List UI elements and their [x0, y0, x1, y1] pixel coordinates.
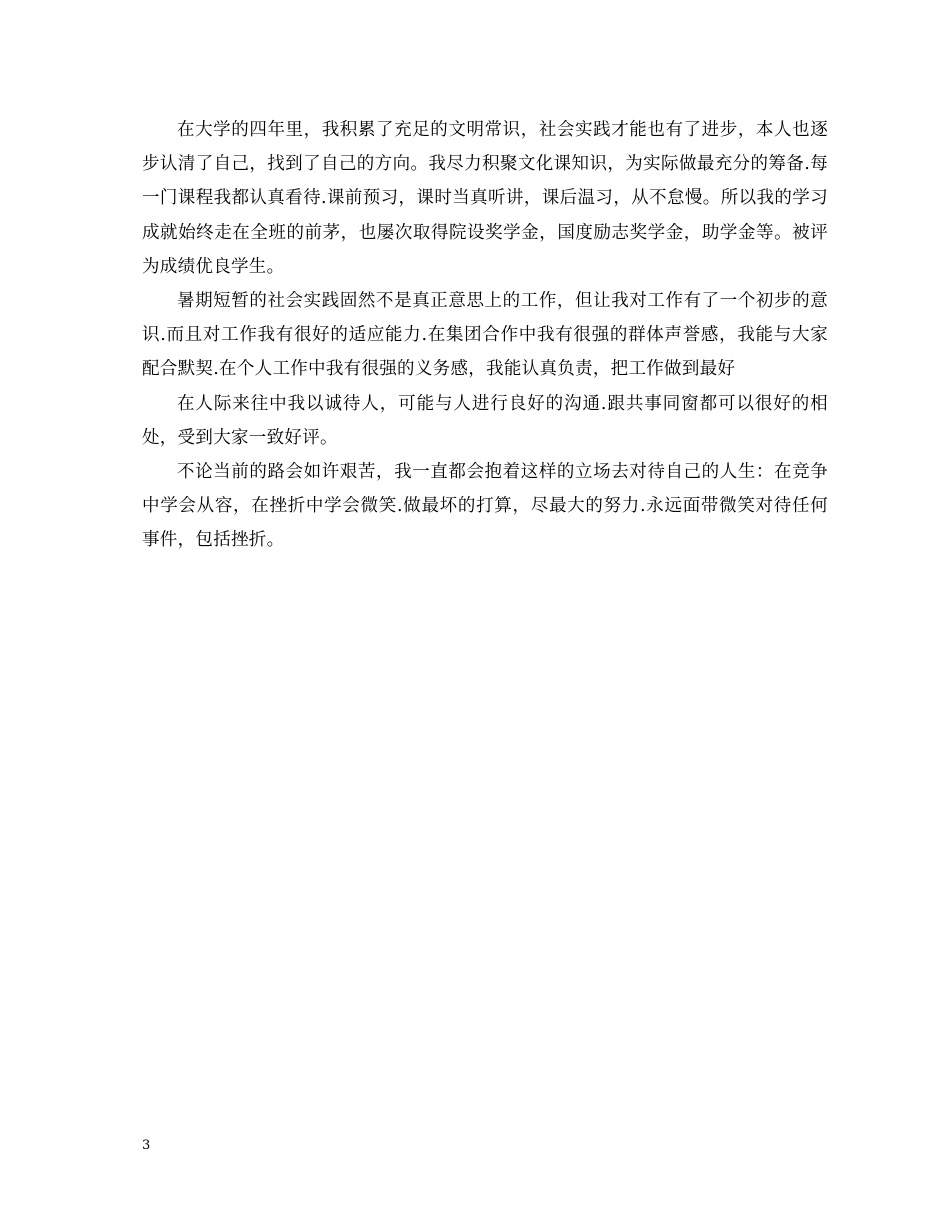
document-body [142, 113, 828, 558]
paragraph-interpersonal: 在人际来往中我以诚待人，可能与人进行良好的沟通.跟共事同窗都可以很好的相处，受到大家一致好评。 [142, 393, 828, 448]
paragraph-study: 在大学的四年里，我积累了充足的文明常识，社会实践才能也有了进步，本人也逐步认清了自己，找到了自己的方向。我尽力积聚文化课知识，为实际做最充分的筹备.每一门课程我都认真看待.课前预习，课时当真听讲，课后温习，从不怠慢。所以我的学习成就始终走在全班的前茅，也屡次取得院设奖学金，国度励志奖学金，助学金等。被评为成绩优良学生。 [142, 120, 828, 277]
page-number: 3 [142, 1138, 151, 1153]
paragraph-attitude: 不论当前的路会如许艰苦，我一直都会抱着这样的立场去对待自己的人生：在竞争中学会从容，在挫折中学会微笑.做最坏的打算，尽最大的努力.永远面带微笑对待任何事件，包括挫折。 [142, 462, 828, 551]
paragraph-summer-practice: 暑期短暂的社会实践固然不是真正意思上的工作，但让我对工作有了一个初步的意识.而且对工作我有很好的适应能力.在集团合作中我有很强的群体声誉感，我能与大家配合默契.在个人工作中我有很强的义务感，我能认真负责，把工作做到最好 [142, 291, 828, 380]
